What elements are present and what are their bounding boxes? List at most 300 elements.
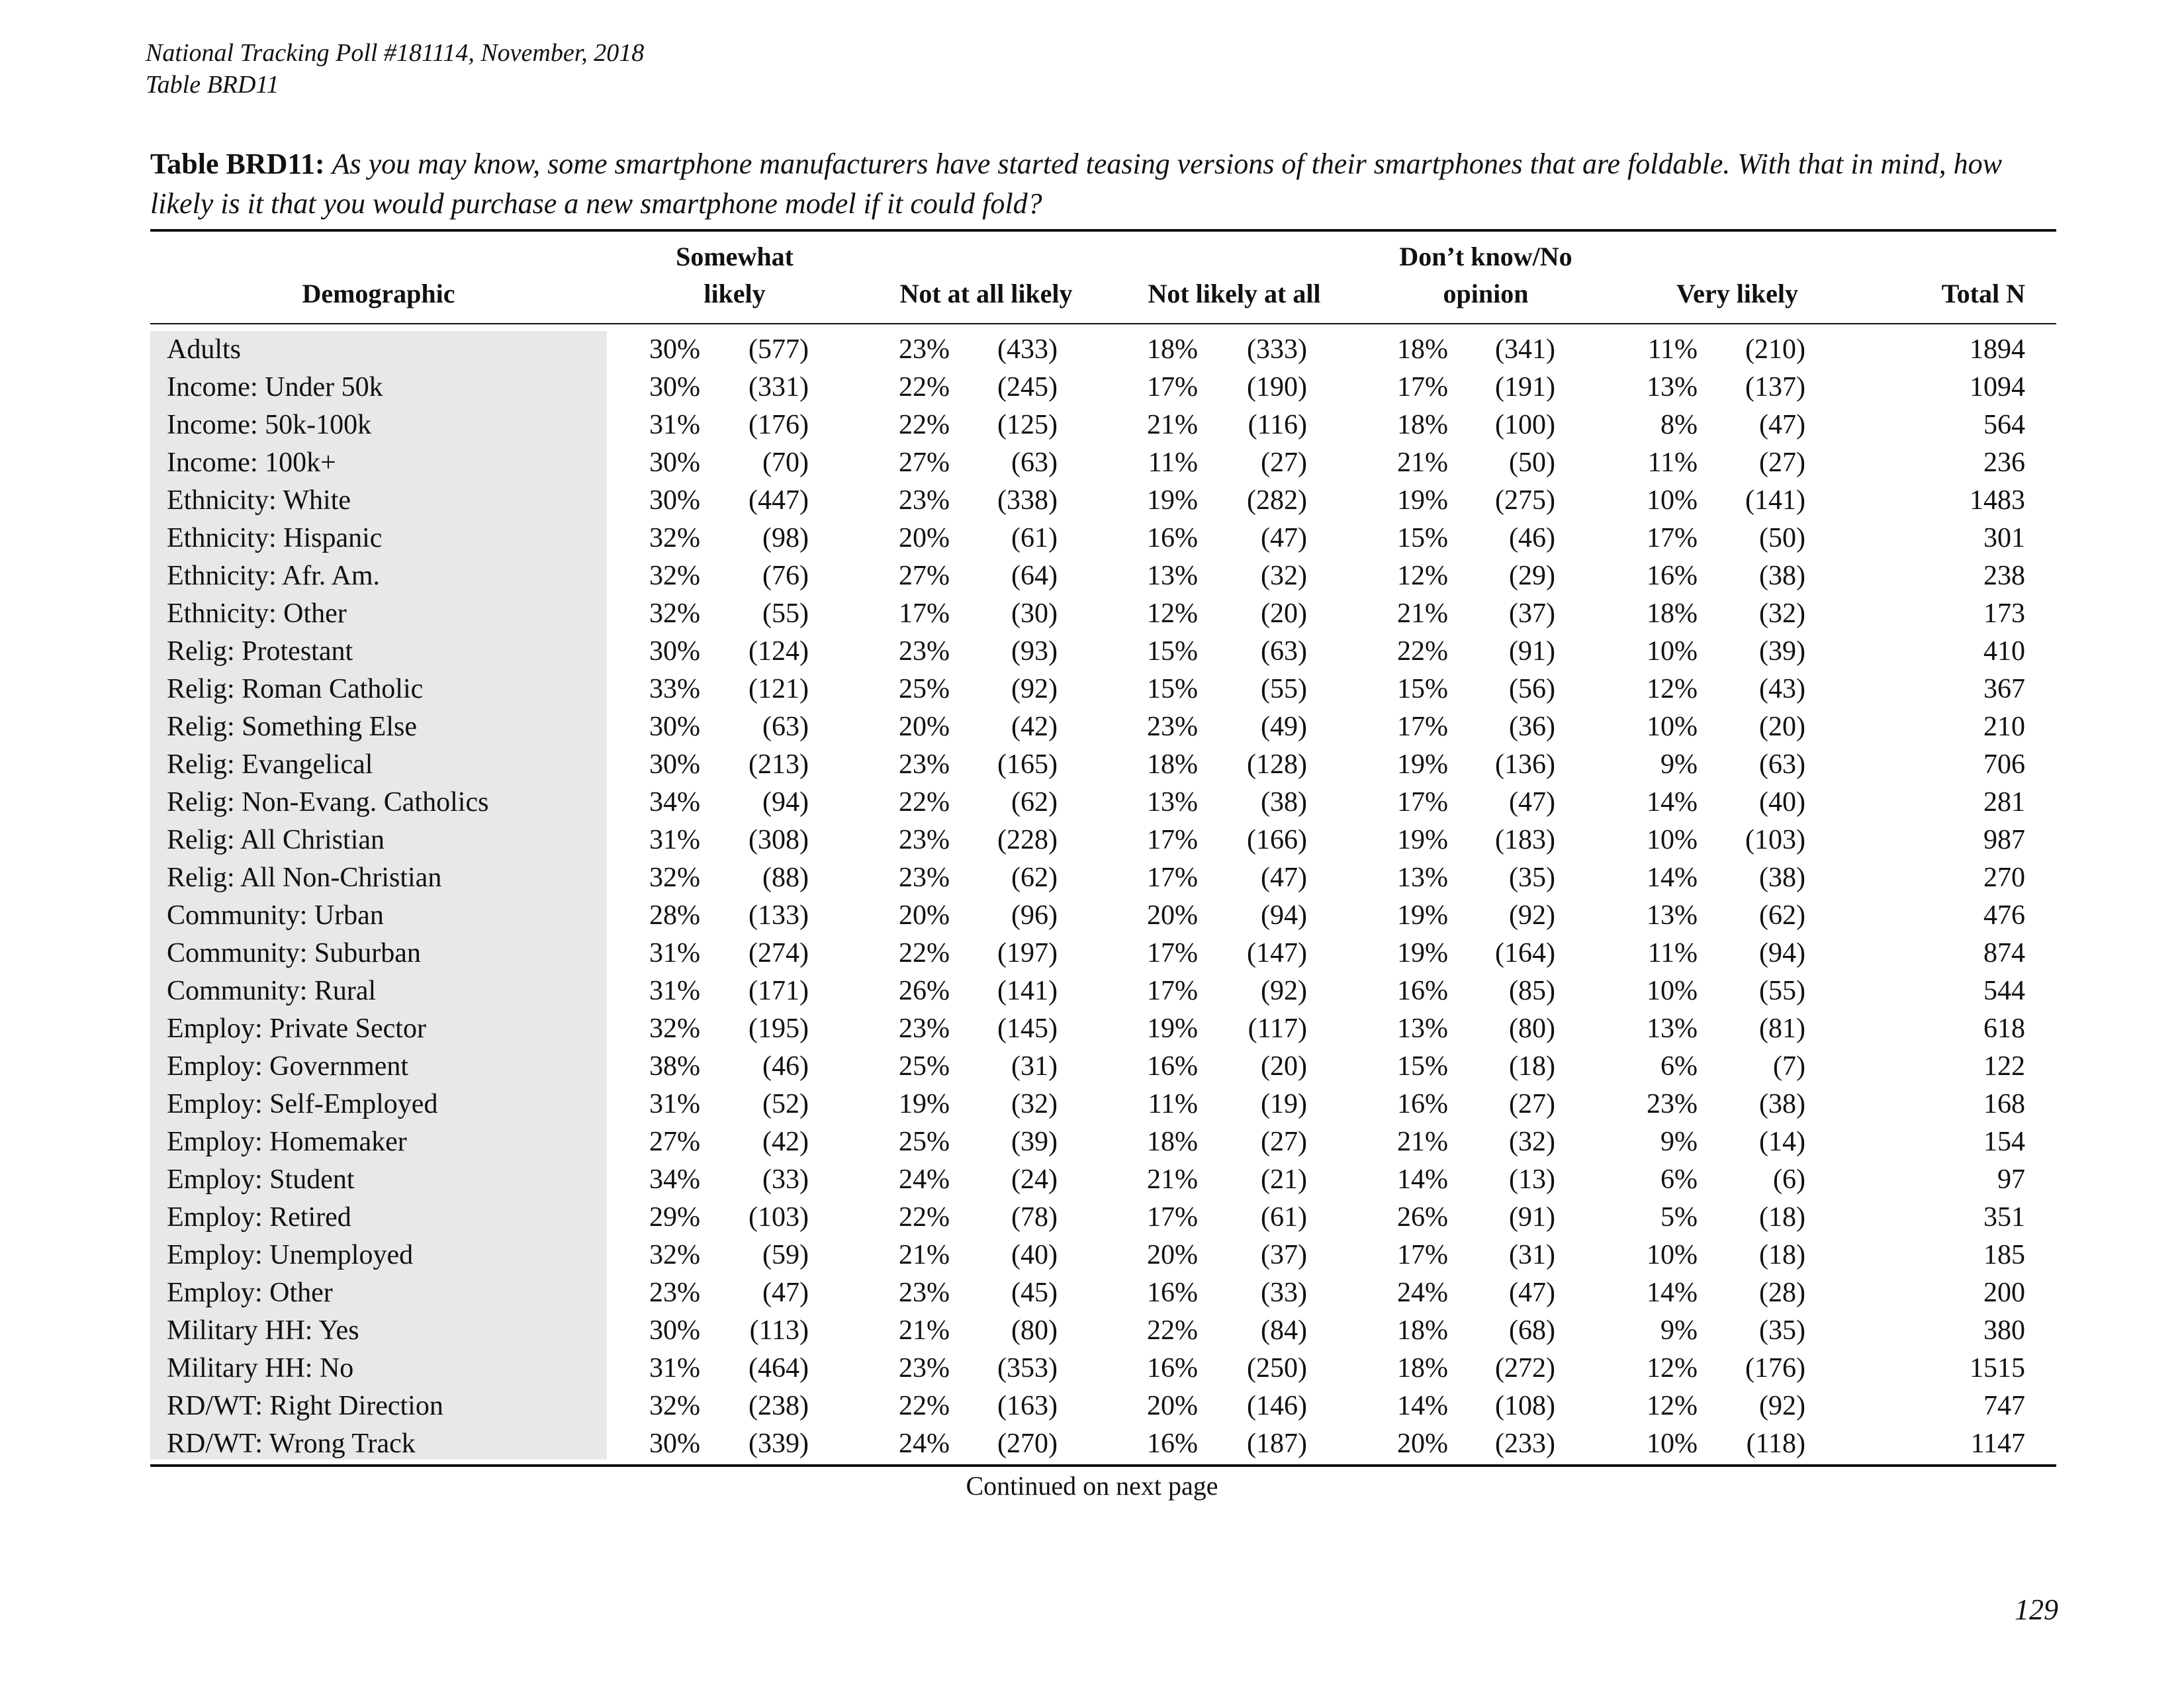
dont-know-percent: 20% (1397, 1429, 1448, 1459)
very-likely-count: (210) (1745, 334, 1805, 365)
dont-know-count: (85) (1509, 976, 1555, 1006)
not-at-all-likely-count: (39) (1011, 1127, 1058, 1157)
not-at-all-likely-count: (61) (1011, 523, 1058, 553)
not-likely-at-all-percent: 16% (1147, 1051, 1198, 1082)
not-likely-at-all-percent: 17% (1147, 372, 1198, 402)
dont-know-count: (91) (1509, 636, 1555, 667)
not-likely-at-all-percent: 11% (1148, 1089, 1198, 1119)
not-likely-at-all-count: (38) (1261, 787, 1307, 818)
row-label: Relig: Evangelical (167, 749, 373, 780)
table-row (0, 1274, 2184, 1312)
dont-know-count: (47) (1509, 1278, 1555, 1308)
not-at-all-likely-percent: 22% (899, 1202, 950, 1233)
somewhat-likely-count: (113) (749, 1315, 809, 1346)
row-label: Ethnicity: Hispanic (167, 523, 383, 553)
very-likely-count: (6) (1773, 1164, 1805, 1195)
table-row (0, 633, 2184, 671)
not-at-all-likely-percent: 20% (899, 712, 950, 742)
dont-know-percent: 17% (1397, 372, 1448, 402)
header-rule (150, 323, 2056, 324)
not-at-all-likely-count: (64) (1011, 561, 1058, 591)
table-title-label: Table BRD11: (150, 148, 325, 180)
very-likely-count: (118) (1746, 1429, 1805, 1459)
dont-know-percent: 21% (1397, 1127, 1448, 1157)
very-likely-percent: 17% (1647, 523, 1698, 553)
table-row (0, 746, 2184, 784)
not-at-all-likely-count: (63) (1011, 447, 1058, 478)
somewhat-likely-percent: 32% (649, 863, 700, 893)
somewhat-likely-percent: 31% (649, 1089, 700, 1119)
row-label: Employ: Homemaker (167, 1127, 407, 1157)
not-at-all-likely-percent: 23% (899, 825, 950, 855)
total-n-value: 410 (1983, 636, 2025, 667)
dont-know-count: (91) (1509, 1202, 1555, 1233)
very-likely-percent: 14% (1647, 1278, 1698, 1308)
very-likely-percent: 18% (1647, 598, 1698, 629)
very-likely-percent: 10% (1647, 636, 1698, 667)
somewhat-likely-count: (63) (762, 712, 809, 742)
very-likely-count: (47) (1759, 410, 1805, 440)
very-likely-count: (18) (1759, 1202, 1805, 1233)
not-likely-at-all-count: (20) (1261, 1051, 1307, 1082)
header-somewhat-likely (635, 238, 834, 312)
row-label: Employ: Private Sector (167, 1013, 426, 1044)
not-at-all-likely-percent: 25% (899, 1127, 950, 1157)
somewhat-likely-percent: 31% (649, 410, 700, 440)
not-likely-at-all-percent: 13% (1147, 787, 1198, 818)
table-row (0, 821, 2184, 859)
header-not-likely-at-all: Not likely at all (1148, 279, 1321, 308)
not-at-all-likely-percent: 26% (899, 976, 950, 1006)
somewhat-likely-percent: 31% (649, 938, 700, 968)
not-likely-at-all-percent: 21% (1147, 410, 1198, 440)
total-n-value: 301 (1983, 523, 2025, 553)
somewhat-likely-percent: 23% (649, 1278, 700, 1308)
total-n-value: 367 (1983, 674, 2025, 704)
not-likely-at-all-percent: 17% (1147, 1202, 1198, 1233)
dont-know-count: (35) (1509, 863, 1555, 893)
total-n-value: 154 (1983, 1127, 2025, 1157)
not-likely-at-all-percent: 15% (1147, 674, 1198, 704)
header-total-n: Total N (1941, 279, 2025, 308)
not-at-all-likely-percent: 23% (899, 334, 950, 365)
not-at-all-likely-percent: 19% (899, 1089, 950, 1119)
row-label: Adults (167, 334, 242, 365)
dont-know-count: (191) (1495, 372, 1555, 402)
row-label: Employ: Student (167, 1164, 355, 1195)
very-likely-count: (28) (1759, 1278, 1805, 1308)
not-at-all-likely-percent: 23% (899, 749, 950, 780)
header-dont-know-line2: opinion (1443, 279, 1529, 308)
very-likely-percent: 10% (1647, 976, 1698, 1006)
not-likely-at-all-percent: 11% (1148, 447, 1198, 478)
not-at-all-likely-percent: 23% (899, 1278, 950, 1308)
somewhat-likely-count: (308) (749, 825, 809, 855)
not-likely-at-all-count: (187) (1247, 1429, 1307, 1459)
very-likely-percent: 10% (1647, 712, 1698, 742)
not-likely-at-all-count: (19) (1261, 1089, 1307, 1119)
somewhat-likely-percent: 30% (649, 447, 700, 478)
dont-know-percent: 19% (1397, 749, 1448, 780)
dont-know-count: (36) (1509, 712, 1555, 742)
somewhat-likely-count: (124) (749, 636, 809, 667)
not-at-all-likely-percent: 17% (899, 598, 950, 629)
not-at-all-likely-count: (245) (997, 372, 1058, 402)
header-somewhat-likely-line2: likely (704, 279, 766, 308)
row-label: Ethnicity: White (167, 485, 351, 516)
not-likely-at-all-count: (33) (1261, 1278, 1307, 1308)
not-at-all-likely-count: (92) (1011, 674, 1058, 704)
dont-know-count: (233) (1495, 1429, 1555, 1459)
somewhat-likely-count: (33) (762, 1164, 809, 1195)
very-likely-count: (55) (1759, 976, 1805, 1006)
dont-know-count: (100) (1495, 410, 1555, 440)
table-row (0, 1350, 2184, 1387)
somewhat-likely-percent: 30% (649, 749, 700, 780)
dont-know-count: (56) (1509, 674, 1555, 704)
not-likely-at-all-count: (20) (1261, 598, 1307, 629)
very-likely-percent: 10% (1647, 1429, 1698, 1459)
not-at-all-likely-percent: 22% (899, 1391, 950, 1421)
not-at-all-likely-count: (32) (1011, 1089, 1058, 1119)
row-label: Relig: Protestant (167, 636, 353, 667)
dont-know-percent: 17% (1397, 1240, 1448, 1270)
dont-know-percent: 15% (1397, 1051, 1448, 1082)
somewhat-likely-percent: 33% (649, 674, 700, 704)
total-n-value: 1147 (1970, 1429, 2025, 1459)
row-label: Employ: Unemployed (167, 1240, 414, 1270)
somewhat-likely-count: (55) (762, 598, 809, 629)
not-likely-at-all-percent: 17% (1147, 825, 1198, 855)
very-likely-count: (38) (1759, 1089, 1805, 1119)
not-at-all-likely-percent: 22% (899, 372, 950, 402)
not-at-all-likely-count: (80) (1011, 1315, 1058, 1346)
not-likely-at-all-count: (84) (1261, 1315, 1307, 1346)
table-row (0, 1123, 2184, 1161)
dont-know-count: (164) (1495, 938, 1555, 968)
row-label: Employ: Government (167, 1051, 409, 1082)
not-likely-at-all-percent: 15% (1147, 636, 1198, 667)
dont-know-percent: 22% (1397, 636, 1448, 667)
not-likely-at-all-count: (37) (1261, 1240, 1307, 1270)
dont-know-count: (275) (1495, 485, 1555, 516)
total-n-value: 1094 (1970, 372, 2025, 402)
not-at-all-likely-percent: 22% (899, 410, 950, 440)
somewhat-likely-percent: 31% (649, 825, 700, 855)
row-label: Ethnicity: Afr. Am. (167, 561, 380, 591)
not-likely-at-all-percent: 16% (1147, 523, 1198, 553)
dont-know-percent: 21% (1397, 447, 1448, 478)
not-likely-at-all-percent: 19% (1147, 1013, 1198, 1044)
header-not-at-all-likely: Not at all likely (899, 279, 1073, 308)
row-label: Income: 100k+ (167, 447, 336, 478)
not-at-all-likely-percent: 20% (899, 523, 950, 553)
very-likely-count: (92) (1759, 1391, 1805, 1421)
dont-know-percent: 18% (1397, 1315, 1448, 1346)
not-likely-at-all-count: (116) (1248, 410, 1307, 440)
very-likely-count: (35) (1759, 1315, 1805, 1346)
row-label: Military HH: Yes (167, 1315, 359, 1346)
not-likely-at-all-count: (147) (1247, 938, 1307, 968)
page-number: 129 (2015, 1593, 2058, 1626)
dont-know-count: (272) (1495, 1353, 1555, 1383)
not-at-all-likely-count: (96) (1011, 900, 1058, 931)
not-likely-at-all-count: (117) (1248, 1013, 1307, 1044)
dont-know-percent: 15% (1397, 674, 1448, 704)
not-likely-at-all-count: (282) (1247, 485, 1307, 516)
not-at-all-likely-percent: 21% (899, 1315, 950, 1346)
somewhat-likely-count: (103) (749, 1202, 809, 1233)
not-likely-at-all-count: (146) (1247, 1391, 1307, 1421)
header-very-likely: Very likely (1676, 279, 1799, 308)
very-likely-percent: 10% (1647, 825, 1698, 855)
not-likely-at-all-percent: 20% (1147, 1240, 1198, 1270)
somewhat-likely-percent: 32% (649, 1240, 700, 1270)
very-likely-count: (137) (1745, 372, 1805, 402)
not-likely-at-all-percent: 12% (1147, 598, 1198, 629)
very-likely-percent: 6% (1661, 1164, 1698, 1195)
somewhat-likely-count: (577) (749, 334, 809, 365)
dont-know-percent: 14% (1397, 1164, 1448, 1195)
not-at-all-likely-count: (163) (997, 1391, 1058, 1421)
very-likely-count: (38) (1759, 863, 1805, 893)
table-row (0, 859, 2184, 897)
dont-know-count: (68) (1509, 1315, 1555, 1346)
table-row (0, 369, 2184, 406)
somewhat-likely-percent: 30% (649, 636, 700, 667)
somewhat-likely-count: (447) (749, 485, 809, 516)
not-likely-at-all-percent: 16% (1147, 1278, 1198, 1308)
total-n-value: 185 (1983, 1240, 2025, 1270)
very-likely-percent: 9% (1661, 1315, 1698, 1346)
continued-note: Continued on next page (966, 1471, 1218, 1501)
total-n-value: 168 (1983, 1089, 2025, 1119)
row-label: Community: Urban (167, 900, 384, 931)
table-row (0, 671, 2184, 708)
very-likely-percent: 13% (1647, 372, 1698, 402)
somewhat-likely-count: (46) (762, 1051, 809, 1082)
very-likely-count: (50) (1759, 523, 1805, 553)
somewhat-likely-percent: 32% (649, 523, 700, 553)
dont-know-percent: 18% (1397, 1353, 1448, 1383)
dont-know-percent: 19% (1397, 938, 1448, 968)
somewhat-likely-percent: 32% (649, 1013, 700, 1044)
table-row (0, 935, 2184, 972)
not-at-all-likely-percent: 25% (899, 1051, 950, 1082)
very-likely-percent: 11% (1647, 447, 1698, 478)
not-likely-at-all-percent: 18% (1147, 1127, 1198, 1157)
dont-know-count: (341) (1495, 334, 1555, 365)
total-n-value: 281 (1983, 787, 2025, 818)
dont-know-percent: 12% (1397, 561, 1448, 591)
total-n-value: 544 (1983, 976, 2025, 1006)
dont-know-count: (136) (1495, 749, 1555, 780)
not-at-all-likely-count: (30) (1011, 598, 1058, 629)
not-at-all-likely-count: (62) (1011, 863, 1058, 893)
table-row (0, 1086, 2184, 1123)
total-n-value: 987 (1983, 825, 2025, 855)
not-likely-at-all-count: (49) (1261, 712, 1307, 742)
very-likely-count: (94) (1759, 938, 1805, 968)
table-row (0, 331, 2184, 369)
somewhat-likely-percent: 34% (649, 787, 700, 818)
dont-know-count: (46) (1509, 523, 1555, 553)
not-at-all-likely-count: (270) (997, 1429, 1058, 1459)
dont-know-percent: 13% (1397, 1013, 1448, 1044)
dont-know-percent: 18% (1397, 334, 1448, 365)
somewhat-likely-count: (88) (762, 863, 809, 893)
row-label: Community: Rural (167, 976, 377, 1006)
total-n-value: 210 (1983, 712, 2025, 742)
total-n-value: 173 (1983, 598, 2025, 629)
very-likely-count: (141) (1745, 485, 1805, 516)
row-label: Relig: All Christian (167, 825, 385, 855)
total-n-value: 380 (1983, 1315, 2025, 1346)
somewhat-likely-count: (59) (762, 1240, 809, 1270)
not-at-all-likely-percent: 23% (899, 485, 950, 516)
row-label: Income: 50k-100k (167, 410, 372, 440)
total-n-value: 97 (1997, 1164, 2025, 1195)
not-likely-at-all-count: (47) (1261, 523, 1307, 553)
somewhat-likely-count: (52) (762, 1089, 809, 1119)
not-at-all-likely-count: (42) (1011, 712, 1058, 742)
not-likely-at-all-percent: 23% (1147, 712, 1198, 742)
very-likely-count: (43) (1759, 674, 1805, 704)
somewhat-likely-count: (238) (749, 1391, 809, 1421)
somewhat-likely-percent: 30% (649, 334, 700, 365)
very-likely-percent: 23% (1647, 1089, 1698, 1119)
dont-know-percent: 19% (1397, 485, 1448, 516)
table-row (0, 897, 2184, 935)
not-at-all-likely-percent: 20% (899, 900, 950, 931)
row-label: Relig: Something Else (167, 712, 417, 742)
dont-know-count: (37) (1509, 598, 1555, 629)
total-n-value: 122 (1983, 1051, 2025, 1082)
very-likely-percent: 12% (1647, 674, 1698, 704)
not-at-all-likely-percent: 24% (899, 1164, 950, 1195)
table-row (0, 444, 2184, 482)
dont-know-percent: 16% (1397, 976, 1448, 1006)
very-likely-percent: 11% (1647, 334, 1698, 365)
not-at-all-likely-percent: 25% (899, 674, 950, 704)
not-likely-at-all-count: (27) (1261, 1127, 1307, 1157)
very-likely-count: (39) (1759, 636, 1805, 667)
dont-know-percent: 17% (1397, 787, 1448, 818)
dont-know-count: (47) (1509, 787, 1555, 818)
table-row (0, 1199, 2184, 1237)
somewhat-likely-count: (195) (749, 1013, 809, 1044)
very-likely-percent: 13% (1647, 1013, 1698, 1044)
not-likely-at-all-percent: 20% (1147, 900, 1198, 931)
somewhat-likely-count: (98) (762, 523, 809, 553)
very-likely-count: (14) (1759, 1127, 1805, 1157)
not-likely-at-all-count: (55) (1261, 674, 1307, 704)
not-at-all-likely-percent: 21% (899, 1240, 950, 1270)
very-likely-count: (103) (1745, 825, 1805, 855)
somewhat-likely-count: (47) (762, 1278, 809, 1308)
somewhat-likely-percent: 30% (649, 1429, 700, 1459)
dont-know-count: (183) (1495, 825, 1555, 855)
total-n-value: 270 (1983, 863, 2025, 893)
table-row (0, 1048, 2184, 1086)
not-likely-at-all-percent: 19% (1147, 485, 1198, 516)
not-at-all-likely-count: (40) (1011, 1240, 1058, 1270)
very-likely-percent: 11% (1647, 938, 1698, 968)
table-row (0, 972, 2184, 1010)
very-likely-count: (27) (1759, 447, 1805, 478)
table-row (0, 595, 2184, 633)
not-likely-at-all-count: (32) (1261, 561, 1307, 591)
somewhat-likely-count: (464) (749, 1353, 809, 1383)
row-label: Military HH: No (167, 1353, 354, 1383)
not-likely-at-all-count: (27) (1261, 447, 1307, 478)
very-likely-count: (38) (1759, 561, 1805, 591)
not-at-all-likely-count: (45) (1011, 1278, 1058, 1308)
somewhat-likely-percent: 30% (649, 372, 700, 402)
not-at-all-likely-count: (165) (997, 749, 1058, 780)
dont-know-count: (29) (1509, 561, 1555, 591)
total-n-value: 236 (1983, 447, 2025, 478)
row-label: Income: Under 50k (167, 372, 383, 402)
not-likely-at-all-count: (92) (1261, 976, 1307, 1006)
somewhat-likely-percent: 30% (649, 1315, 700, 1346)
somewhat-likely-count: (213) (749, 749, 809, 780)
not-likely-at-all-count: (250) (1247, 1353, 1307, 1383)
table-row (0, 520, 2184, 557)
total-n-value: 351 (1983, 1202, 2025, 1233)
row-label: Employ: Retired (167, 1202, 351, 1233)
total-n-value: 706 (1983, 749, 2025, 780)
dont-know-percent: 14% (1397, 1391, 1448, 1421)
not-at-all-likely-count: (24) (1011, 1164, 1058, 1195)
total-n-value: 1894 (1970, 334, 2025, 365)
not-at-all-likely-percent: 22% (899, 938, 950, 968)
dont-know-percent: 15% (1397, 523, 1448, 553)
row-label: Employ: Self-Employed (167, 1089, 438, 1119)
somewhat-likely-count: (121) (749, 674, 809, 704)
header-demographic: Demographic (302, 279, 455, 308)
very-likely-count: (7) (1773, 1051, 1805, 1082)
somewhat-likely-count: (171) (749, 976, 809, 1006)
very-likely-count: (81) (1759, 1013, 1805, 1044)
not-at-all-likely-percent: 27% (899, 561, 950, 591)
table-row (0, 708, 2184, 746)
very-likely-percent: 5% (1661, 1202, 1698, 1233)
somewhat-likely-percent: 38% (649, 1051, 700, 1082)
not-at-all-likely-count: (197) (997, 938, 1058, 968)
somewhat-likely-percent: 32% (649, 598, 700, 629)
not-likely-at-all-percent: 18% (1147, 334, 1198, 365)
very-likely-percent: 9% (1661, 1127, 1698, 1157)
dont-know-count: (27) (1509, 1089, 1555, 1119)
dont-know-percent: 13% (1397, 863, 1448, 893)
running-head (146, 37, 644, 101)
very-likely-percent: 10% (1647, 485, 1698, 516)
not-at-all-likely-percent: 23% (899, 636, 950, 667)
somewhat-likely-percent: 30% (649, 712, 700, 742)
very-likely-percent: 8% (1661, 410, 1698, 440)
very-likely-count: (176) (1745, 1353, 1805, 1383)
not-at-all-likely-percent: 23% (899, 863, 950, 893)
not-likely-at-all-percent: 20% (1147, 1391, 1198, 1421)
not-likely-at-all-count: (61) (1261, 1202, 1307, 1233)
not-likely-at-all-percent: 17% (1147, 938, 1198, 968)
not-at-all-likely-percent: 24% (899, 1429, 950, 1459)
somewhat-likely-percent: 31% (649, 1353, 700, 1383)
not-at-all-likely-percent: 23% (899, 1013, 950, 1044)
total-n-value: 200 (1983, 1278, 2025, 1308)
very-likely-percent: 13% (1647, 900, 1698, 931)
